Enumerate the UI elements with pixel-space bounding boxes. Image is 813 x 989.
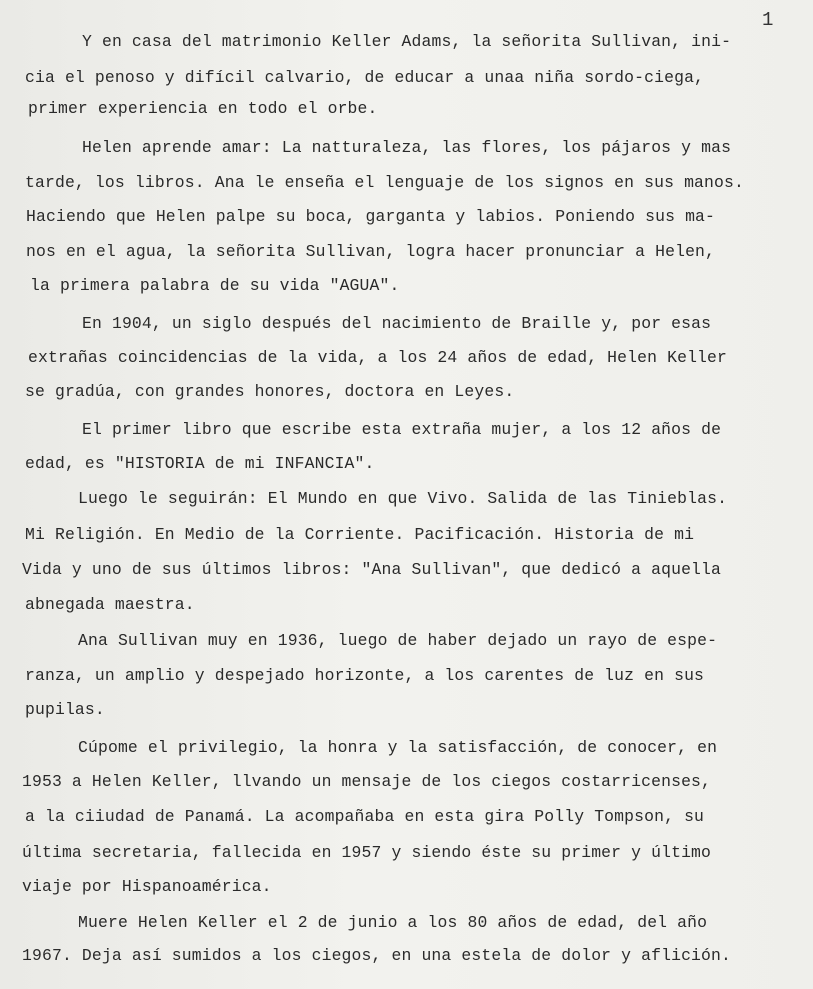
page-number: 1 xyxy=(762,9,774,31)
text-line: primer experiencia en todo el orbe. xyxy=(28,99,378,118)
text-line: Ana Sullivan muy en 1936, luego de haber dejado un rayo de espe- xyxy=(78,631,718,650)
text-line: Muere Helen Keller el 2 de junio a los 80 años de edad, del año xyxy=(78,913,708,932)
text-line: abnegada maestra. xyxy=(25,595,195,614)
text-line: la primera palabra de su vida "AGUA". xyxy=(30,276,400,295)
text-line: Haciendo que Helen palpe su boca, garganta y labios. Poniendo sus ma- xyxy=(26,207,716,226)
text-line: Mi Religión. En Medio de la Corriente. Pacificación. Historia de mi xyxy=(25,525,695,544)
text-line: Y en casa del matrimonio Keller Adams, la señorita Sullivan, ini- xyxy=(82,32,732,51)
text-line: Vida y uno de sus últimos libros: "Ana Sullivan", que dedicó a aquella xyxy=(22,560,722,579)
text-line: cia el penoso y difícil calvario, de educar a unaa niña sordo-ciega, xyxy=(25,68,705,87)
text-line: última secretaria, fallecida en 1957 y siendo éste su primer y último xyxy=(22,843,712,862)
text-line: se gradúa, con grandes honores, doctora en Leyes. xyxy=(25,382,515,401)
text-line: viaje por Hispanoamérica. xyxy=(22,877,272,896)
text-line: El primer libro que escribe esta extraña mujer, a los 12 años de xyxy=(82,420,722,439)
text-line: En 1904, un siglo después del nacimiento de Braille y, por esas xyxy=(82,314,712,333)
text-line: 1967. Deja así sumidos a los ciegos, en una estela de dolor y aflición. xyxy=(22,946,732,965)
text-line: pupilas. xyxy=(25,700,105,719)
text-line: extrañas coincidencias de la vida, a los 24 años de edad, Helen Keller xyxy=(28,348,728,367)
text-line: edad, es "HISTORIA de mi INFANCIA". xyxy=(25,454,375,473)
text-line: nos en el agua, la señorita Sullivan, logra hacer pronunciar a Helen, xyxy=(26,242,716,261)
text-line: Luego le seguirán: El Mundo en que Vivo. Salida de las Tinieblas. xyxy=(78,489,728,508)
text-line: ranza, un amplio y despejado horizonte, a los carentes de luz en sus xyxy=(25,666,705,685)
text-line: Cúpome el privilegio, la honra y la satisfacción, de conocer, en xyxy=(78,738,718,757)
text-line: tarde, los libros. Ana le enseña el lenguaje de los signos en sus manos. xyxy=(25,173,744,192)
text-line: Helen aprende amar: La natturaleza, las flores, los pájaros y mas xyxy=(82,138,732,157)
text-line: a la ciiudad de Panamá. La acompañaba en esta gira Polly Tompson, su xyxy=(25,807,705,826)
text-line: 1953 a Helen Keller, llvando un mensaje de los ciegos costarricenses, xyxy=(22,772,712,791)
